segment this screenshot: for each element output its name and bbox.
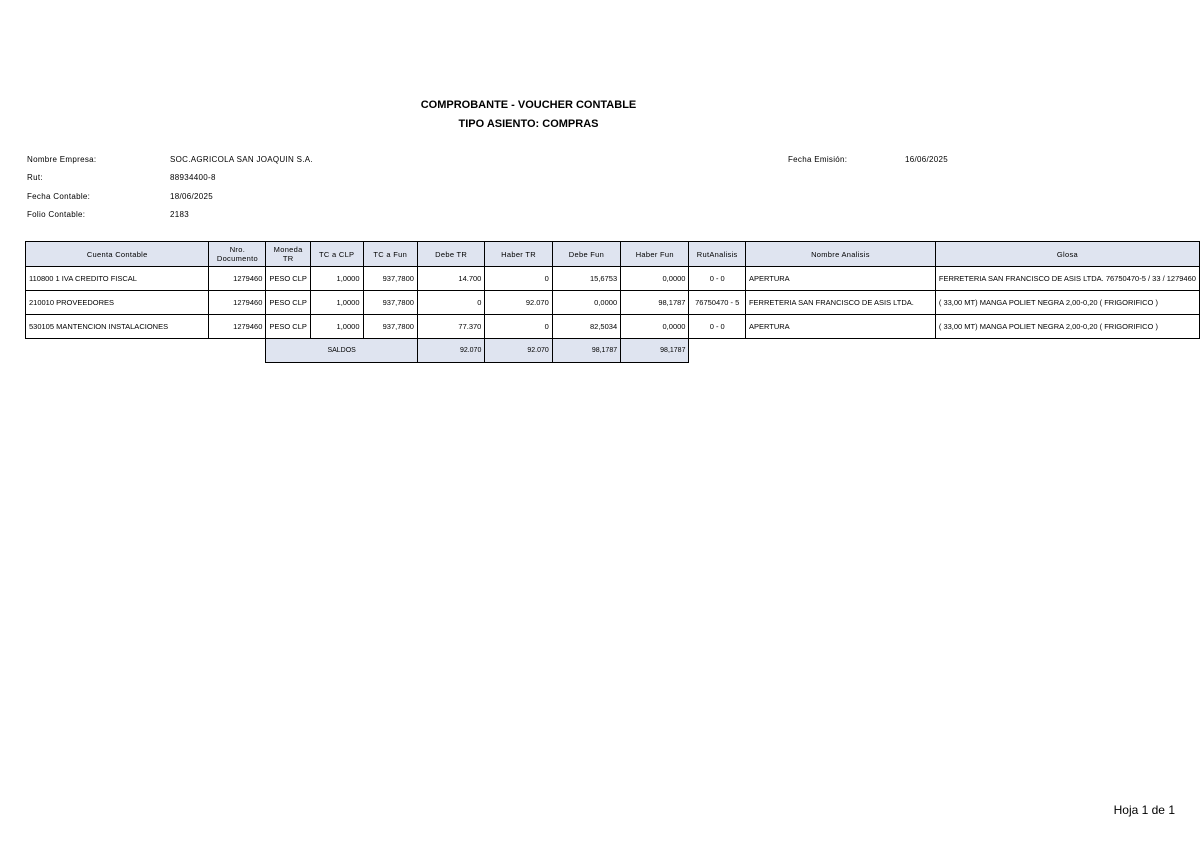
cell-rut-analisis: 76750470 - 5	[689, 291, 746, 315]
empresa-value: SOC.AGRICOLA SAN JOAQUIN S.A.	[170, 155, 313, 164]
col-tc-clp: TC a CLP	[310, 242, 363, 267]
cell-rut-analisis: 0 - 0	[689, 267, 746, 291]
page-number: Hoja 1 de 1	[1113, 803, 1175, 817]
cell-documento: 1279460	[209, 291, 266, 315]
cell-debe-tr: 0	[417, 291, 484, 315]
col-haber-tr: Haber TR	[485, 242, 552, 267]
cell-haber-fun: 98,1787	[621, 291, 689, 315]
col-debe-tr: Debe TR	[417, 242, 484, 267]
cell-moneda: PESO CLP	[266, 267, 311, 291]
cell-debe-tr: 14.700	[417, 267, 484, 291]
col-nro-documento: Nro. Documento	[209, 242, 266, 267]
total-haber-tr: 92.070	[485, 339, 552, 363]
cell-cuenta: 530105 MANTENCION INSTALACIONES	[26, 315, 209, 339]
cell-moneda: PESO CLP	[266, 315, 311, 339]
cell-debe-fun: 15,6753	[552, 267, 620, 291]
rut-label: Rut:	[27, 173, 43, 182]
document-subtitle: TIPO ASIENTO: COMPRAS	[458, 118, 599, 130]
fecha-contable-label: Fecha Contable:	[27, 192, 91, 201]
fecha-contable-value: 18/06/2025	[170, 192, 214, 201]
table-row	[26, 315, 1200, 339]
cell-documento: 1279460	[209, 315, 266, 339]
table-header-row	[26, 242, 1200, 267]
cell-tc-fun: 937,7800	[363, 315, 417, 339]
fecha-emision-value: 16/06/2025	[905, 155, 949, 164]
cell-debe-fun: 82,5034	[552, 315, 620, 339]
cell-haber-fun: 0,0000	[621, 315, 689, 339]
cell-glosa: ( 33,00 MT) MANGA POLIET NEGRA 2,00-0,20 ( FRIGORIFICO )	[935, 291, 1199, 315]
cell-glosa: ( 33,00 MT) MANGA POLIET NEGRA 2,00-0,20 ( FRIGORIFICO )	[935, 315, 1199, 339]
totals-row	[26, 339, 1200, 363]
cell-tc-clp: 1,0000	[310, 267, 363, 291]
folio-label: Folio Contable:	[27, 210, 86, 219]
cell-glosa: FERRETERIA SAN FRANCISCO DE ASIS LTDA. 76750470-5 / 33 / 1279460	[935, 267, 1199, 291]
cell-haber-tr: 0	[485, 315, 552, 339]
cell-haber-fun: 0,0000	[621, 267, 689, 291]
total-debe-tr: 92.070	[417, 339, 484, 363]
cell-tc-fun: 937,7800	[363, 267, 417, 291]
cell-cuenta: 110800 1 IVA CREDITO FISCAL	[26, 267, 209, 291]
cell-haber-tr: 0	[485, 267, 552, 291]
total-debe-fun: 98,1787	[552, 339, 620, 363]
empresa-label: Nombre Empresa:	[27, 155, 97, 164]
voucher-table	[25, 241, 1200, 363]
cell-haber-tr: 92.070	[485, 291, 552, 315]
col-moneda-tr: Moneda TR	[266, 242, 311, 267]
cell-debe-tr: 77.370	[417, 315, 484, 339]
col-debe-fun: Debe Fun	[552, 242, 620, 267]
total-haber-fun: 98,1787	[621, 339, 689, 363]
cell-cuenta: 210010 PROVEEDORES	[26, 291, 209, 315]
table-row	[26, 267, 1200, 291]
col-haber-fun: Haber Fun	[621, 242, 689, 267]
col-nombre-analisis: Nombre Analisis	[745, 242, 935, 267]
table-row	[26, 291, 1200, 315]
rut-value: 88934400-8	[170, 173, 216, 182]
cell-nombre-analisis: APERTURA	[745, 315, 935, 339]
cell-nombre-analisis: APERTURA	[745, 267, 935, 291]
document-title: COMPROBANTE - VOUCHER CONTABLE	[420, 99, 637, 111]
cell-rut-analisis: 0 - 0	[689, 315, 746, 339]
col-glosa: Glosa	[935, 242, 1199, 267]
cell-moneda: PESO CLP	[266, 291, 311, 315]
cell-documento: 1279460	[209, 267, 266, 291]
totals-label: SALDOS	[266, 339, 418, 363]
cell-debe-fun: 0,0000	[552, 291, 620, 315]
cell-tc-fun: 937,7800	[363, 291, 417, 315]
cell-nombre-analisis: FERRETERIA SAN FRANCISCO DE ASIS LTDA.	[745, 291, 935, 315]
cell-tc-clp: 1,0000	[310, 315, 363, 339]
fecha-emision-label: Fecha Emisión:	[788, 155, 848, 164]
col-tc-fun: TC a Fun	[363, 242, 417, 267]
folio-value: 2183	[170, 210, 189, 219]
cell-tc-clp: 1,0000	[310, 291, 363, 315]
col-cuenta-contable: Cuenta Contable	[26, 242, 209, 267]
col-rut-analisis: RutAnalisis	[689, 242, 746, 267]
